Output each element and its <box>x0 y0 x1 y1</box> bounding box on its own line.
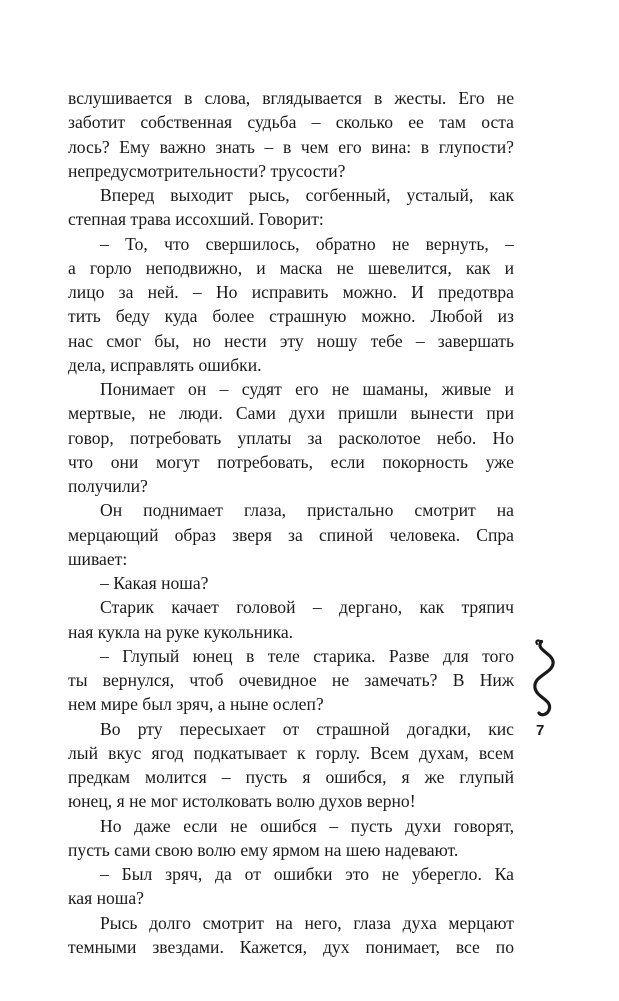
text-line: темными звездами. Кажется, дух понимает, все по <box>68 936 514 957</box>
text-line: кая ноша? <box>68 888 144 909</box>
page-body-text <box>68 86 514 959</box>
text-line: нас смог бы, но нести эту ношу тебе – завершать <box>68 330 514 351</box>
text-line: лицо за ней. – Но исправить можно. И предотвра <box>68 282 514 302</box>
text-line: получили? <box>68 476 148 496</box>
text-line: – Какая ноша? <box>100 573 209 593</box>
text-line: Старик качает головой – дергано, как тряпич <box>100 597 514 618</box>
text-line: мерцающий образ зверя за спиной человека. Спра <box>68 524 514 545</box>
text-line: непредусмотрительности? трусости? <box>68 160 346 181</box>
text-line: Во рту пересыхает от страшной догадки, кис <box>100 718 514 739</box>
text-line: говор, потребовать уплаты за расколотое небо. Но <box>68 427 514 448</box>
text-line: юнец, я не мог истолковать волю духов верно! <box>68 791 416 812</box>
text-line: Он поднимает глаза, пристально смотрит на <box>100 500 514 521</box>
text-line: вслушивается в слова, вглядывается в жесты. Его не <box>68 88 514 108</box>
text-line: лый вкус ягод подкатывает к горлу. Всем духам, всем <box>68 742 514 763</box>
text-line: а горло неподвижно, и маска не шевелится, как и <box>68 257 514 278</box>
text-line: лось? Ему важно знать – в чем его вина: в глупости? <box>68 136 514 157</box>
text-line: – Глупый юнец в теле старика. Разве для того <box>100 645 514 666</box>
text-line: Понимает он – судят его не шаманы, живые и <box>100 379 514 399</box>
text-line: Но даже если не ошибся – пусть духи говорят, <box>100 815 514 836</box>
text-line: шивает: <box>68 548 128 569</box>
text-line: – То, что свершилось, обратно не вернуть, – <box>100 233 514 254</box>
text-line: нем мире был зряч, а ныне ослеп? <box>68 694 324 715</box>
text-line: предкам молится – пусть я ошибся, я же глупый <box>68 767 514 787</box>
text-line: Вперед выходит рысь, согбенный, усталый, как <box>100 185 514 205</box>
page-number: 7 <box>536 722 545 739</box>
text-line: Рысь долго смотрит на него, глаза духа мерцают <box>100 912 514 933</box>
text-line: дела, исправлять ошибки. <box>68 354 262 375</box>
serpent-ornament-icon <box>527 636 567 720</box>
text-line: пусть сами свою волю ему ярмом на шею надевают. <box>68 839 459 860</box>
text-line: степная трава иссохший. Говорит: <box>68 209 324 230</box>
text-line: мертвые, не люди. Сами духи пришли вынести при <box>68 403 514 424</box>
text-line: заботит собственная судьба – сколько ее там оста <box>68 112 514 133</box>
text-line: ная кукла на руке кукольника. <box>68 621 294 642</box>
text-line: что они могут потребовать, если покорность уже <box>68 451 514 472</box>
text-line: тить беду куда более страшную можно. Любой из <box>68 306 514 327</box>
text-line: ты вернулся, чтоб очевидное не замечать? В Ниж <box>68 670 514 690</box>
text-line: – Был зряч, да от ошибки это не уберегло. Ка <box>100 864 514 884</box>
